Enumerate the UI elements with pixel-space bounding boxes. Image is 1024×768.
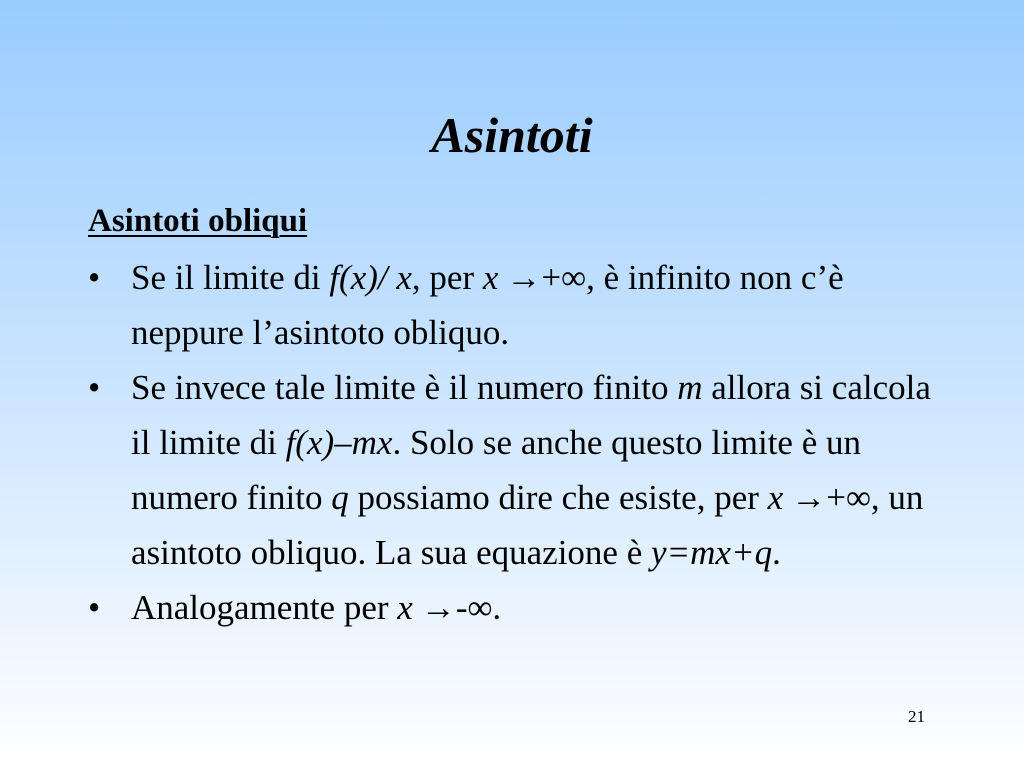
math-fx-minus-mx: f(x)–mx (285, 423, 393, 462)
right-arrow-icon: → (506, 258, 542, 297)
text-run: allora si calcola il limite di (131, 368, 931, 462)
text-run: Analogamente per (131, 588, 398, 627)
math-m: m (677, 368, 703, 407)
slide-title: Asintoti (431, 107, 593, 163)
text-run: -∞. (455, 588, 502, 627)
math-x: x (767, 478, 784, 517)
section-heading: Asintoti obliqui (88, 203, 308, 239)
math-equation: y=mx+q (651, 533, 773, 572)
text-run: . Solo se anche questo limite è un numero finito (131, 423, 861, 517)
math-fx-over-x: f(x)/ x (329, 258, 412, 297)
bullet-text (131, 250, 948, 360)
page-number: 21 (908, 707, 925, 726)
bullet-dot: • (88, 258, 101, 297)
text-run: possiamo dire che esiste, per (348, 478, 768, 517)
bullet-dot: • (88, 368, 101, 407)
text-run: +∞, è infinito non c’è neppure l’asintoto obliquo. (131, 258, 844, 352)
bullet-item-infinite-limit (88, 250, 948, 360)
math-x: x (482, 258, 499, 297)
right-arrow-icon: → (791, 478, 827, 517)
bullet-text (131, 360, 948, 580)
bullet-item-finite-limit (88, 360, 948, 580)
text-run: Se invece tale limite è il numero finito (131, 368, 678, 407)
bullet-dot: • (88, 588, 101, 627)
text-run: Se il limite di (131, 258, 330, 297)
bullet-item-negative-infinity (88, 580, 948, 635)
bullet-list (88, 250, 948, 635)
math-x: x (397, 588, 413, 627)
text-run: . (772, 533, 781, 572)
right-arrow-icon: → (420, 588, 456, 627)
math-q: q (331, 478, 349, 517)
text-run: , per (411, 258, 483, 297)
text-run: +∞, un asintoto obliquo. La sua equazione è (131, 478, 924, 572)
bullet-text (131, 580, 948, 635)
